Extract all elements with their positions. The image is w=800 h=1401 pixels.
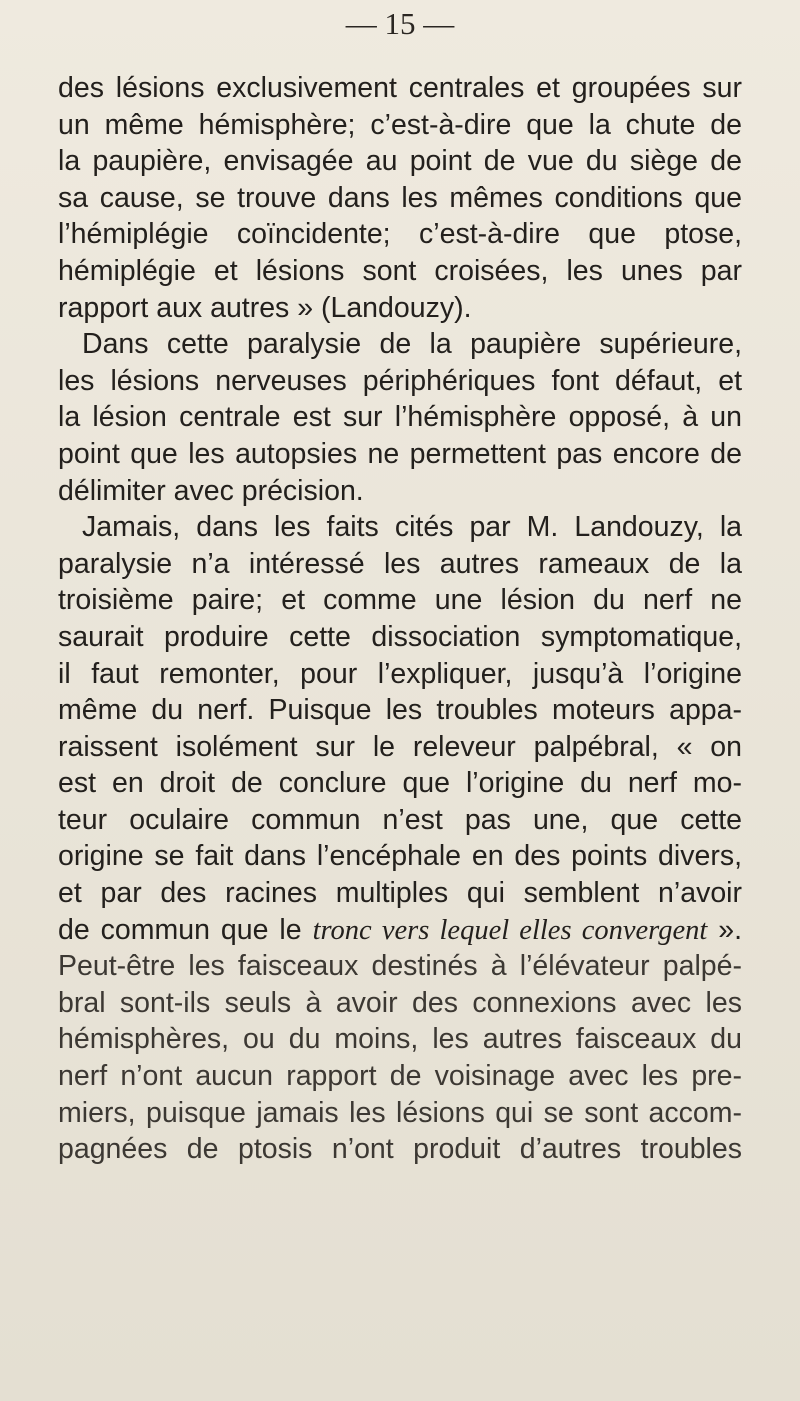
line-text-after-italic: ».: [707, 913, 742, 946]
text-line: troisième paire; et comme une lésion du nerf ne: [58, 584, 742, 617]
text-line: la lésion centrale est sur l’hémisphère opposé, à un: [58, 401, 742, 434]
text-line: hémiplégie et lésions sont croisées, les unes par: [58, 254, 742, 287]
text-line: pagnées de ptosis n’ont produit d’autres troubles: [58, 1133, 742, 1166]
text-line: bral sont-ils seuls à avoir des connexions avec les: [58, 986, 742, 1019]
line-text-before-italic: de commun que le: [58, 913, 313, 946]
text-line: même du nerf. Puisque les troubles moteurs appa-: [58, 694, 742, 727]
text-line: hémisphères, ou du moins, les autres faisceaux du: [58, 1023, 742, 1056]
text-line: sa cause, se trouve dans les mêmes conditions que: [58, 181, 742, 214]
text-line: paralysie n’a intéressé les autres rameaux de la: [58, 547, 742, 580]
paragraph-end-line: délimiter avec précision.: [58, 474, 364, 507]
text-line: origine se fait dans l’encéphale en des points divers,: [58, 840, 742, 873]
text-line: nerf n’ont aucun rapport de voisinage avec les pre-: [58, 1060, 742, 1093]
text-line: et par des racines multiples qui semblent n’avoir: [58, 877, 742, 910]
text-line-with-italic: [58, 912, 742, 949]
text-line: saurait produire cette dissociation symptomatique,: [58, 620, 742, 653]
text-line: point que les autopsies ne permettent pas encore de: [58, 437, 742, 470]
text-line: des lésions exclusivement centrales et groupées sur: [58, 72, 742, 104]
text-line: raissent isolément sur le releveur palpébral, « on: [58, 730, 742, 763]
text-line: Dans cette paralysie de la paupière supérieure,: [82, 328, 742, 361]
text-line: un même hémisphère; c’est-à-dire que la chute de: [58, 108, 742, 141]
text-line: Peut-être les faisceaux destinés à l’élévateur palpé-: [58, 950, 742, 983]
body-text: [58, 70, 742, 1168]
text-line: teur oculaire commun n’est pas une, que cette: [58, 803, 742, 836]
text-line: la paupière, envisagée au point de vue du siège de: [58, 145, 742, 178]
text-line: les lésions nerveuses périphériques font défaut, et: [58, 364, 742, 397]
text-line: Jamais, dans les faits cités par M. Landouzy, la: [82, 511, 742, 544]
italic-quote: tronc vers lequel elles convergent: [312, 914, 708, 946]
text-line: miers, puisque jamais les lésions qui se sont accom-: [58, 1096, 742, 1129]
paragraph-end-line: rapport aux autres » (Landouzy).: [58, 291, 472, 324]
page-number: — 15 —: [345, 6, 455, 41]
text-line: l’hémiplégie coïncidente; c’est-à-dire que ptose,: [58, 218, 742, 251]
text-line: est en droit de conclure que l’origine du nerf mo-: [58, 767, 742, 800]
text-line: il faut remonter, pour l’expliquer, jusqu’à l’origine: [58, 657, 742, 690]
